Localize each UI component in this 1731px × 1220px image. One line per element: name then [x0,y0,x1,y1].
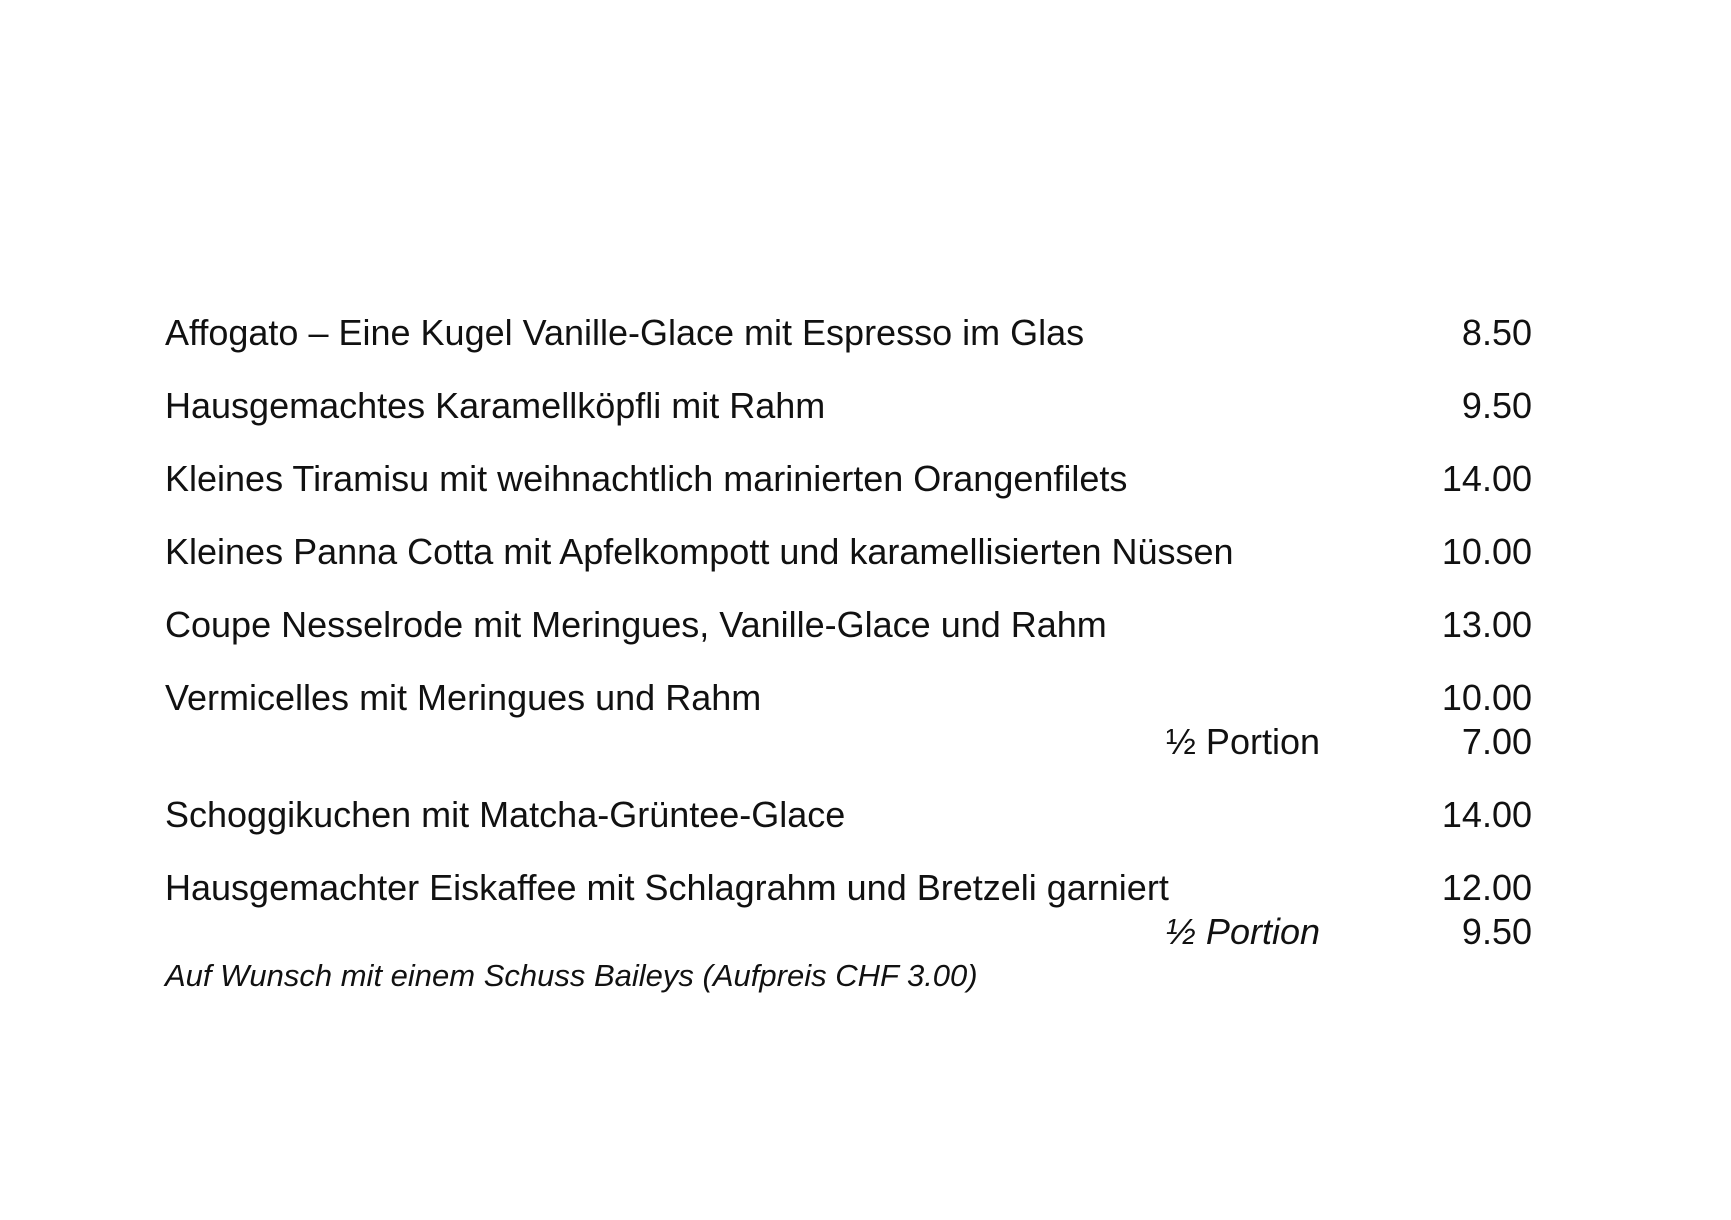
item-price: 9.50 [1461,385,1532,426]
half-portion-row [0,910,1731,954]
item-name: Hausgemachter Eiskaffee mit Schlagrahm und Bretzeli garniert [165,867,1169,908]
item-name: Hausgemachtes Karamellköpfli mit Rahm [165,385,826,426]
half-portion-label: ½ Portion [1165,911,1320,952]
item-name: Coupe Nesselrode mit Meringues, Vanille-Glace und Rahm [165,604,1107,645]
menu-item [0,866,1731,910]
item-name: Affogato – Eine Kugel Vanille-Glace mit Espresso im Glas [165,312,1085,353]
item-price: 14.00 [1441,458,1532,499]
menu-item [0,676,1731,720]
item-price: 8.50 [1461,312,1532,353]
menu-item [0,457,1731,501]
item-name: Schoggikuchen mit Matcha-Grüntee-Glace [165,794,846,835]
item-price: 13.00 [1441,604,1532,645]
item-price: 12.00 [1441,867,1532,908]
item-price: 10.00 [1441,531,1532,572]
half-portion-row [0,720,1731,764]
half-portion-price: 7.00 [1461,721,1532,762]
menu-note: Auf Wunsch mit einem Schuss Baileys (Aufpreis CHF 3.00) [165,958,978,993]
menu-item [0,793,1731,837]
half-portion-price: 9.50 [1461,911,1532,952]
menu-item [0,311,1731,355]
item-price: 14.00 [1441,794,1532,835]
item-name: Vermicelles mit Meringues und Rahm [165,677,762,718]
menu-item [0,530,1731,574]
item-price: 10.00 [1441,677,1532,718]
menu-item [0,384,1731,428]
item-name: Kleines Panna Cotta mit Apfelkompott und karamellisierten Nüssen [165,531,1234,572]
menu-item [0,603,1731,647]
item-name: Kleines Tiramisu mit weihnachtlich marinierten Orangenfilets [165,458,1128,499]
half-portion-label: ½ Portion [1165,721,1320,762]
